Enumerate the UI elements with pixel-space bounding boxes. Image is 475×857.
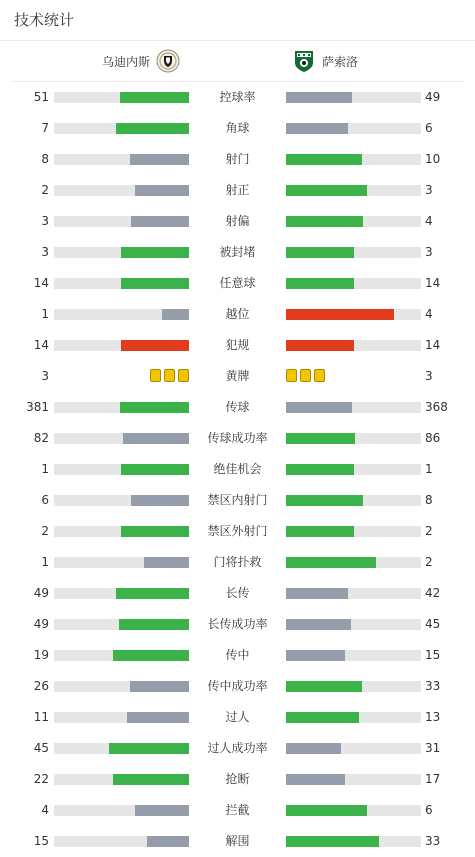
home-stat-value: 1 (41, 462, 49, 476)
away-stat-bar (286, 743, 341, 754)
home-stat-bar-track (54, 340, 189, 351)
home-stat-value: 49 (33, 617, 49, 631)
home-stat-value: 3 (41, 369, 49, 383)
sassuolo-crest-icon (292, 49, 316, 73)
home-stat-value: 51 (33, 90, 49, 104)
home-stat-bar-track (54, 154, 189, 165)
away-stat-bar-track (286, 681, 421, 692)
away-stat-bar (286, 309, 394, 320)
stat-row (0, 237, 475, 268)
stat-row (0, 795, 475, 826)
stat-row (0, 826, 475, 857)
stat-row (0, 547, 475, 578)
home-stat-bar (120, 402, 189, 413)
stat-label: 犯规 (225, 338, 250, 352)
home-stat-value: 11 (33, 710, 49, 724)
home-stat-bar-track (54, 588, 189, 599)
home-stat-bar-track (54, 526, 189, 537)
away-stat-value: 45 (425, 617, 441, 631)
away-stat-bar-track (286, 619, 421, 630)
away-stat-value: 14 (425, 338, 441, 352)
home-stat-bar (113, 650, 189, 661)
home-stat-value: 14 (33, 276, 49, 290)
away-stat-value: 13 (425, 710, 441, 724)
home-stat-value: 3 (41, 245, 49, 259)
stat-label: 射门 (225, 152, 250, 166)
home-stat-bar (121, 464, 189, 475)
page-title (0, 0, 475, 41)
away-stat-value: 4 (425, 214, 433, 228)
home-stat-bar (127, 712, 189, 723)
home-stat-bar (113, 774, 189, 785)
home-stat-value: 4 (41, 803, 49, 817)
home-stat-bar (147, 836, 189, 847)
away-stat-bar (286, 464, 354, 475)
away-stat-value: 3 (425, 245, 433, 259)
stat-label: 过人成功率 (207, 741, 268, 755)
away-stat-bar-track (286, 495, 421, 506)
home-stat-bar-track (54, 743, 189, 754)
yellow-card-icon (314, 369, 325, 382)
stat-label: 任意球 (219, 276, 256, 290)
stat-row (0, 144, 475, 175)
away-stat-value: 31 (425, 741, 441, 755)
home-stat-value: 2 (41, 524, 49, 538)
stat-row (0, 485, 475, 516)
away-stat-bar-track (286, 92, 421, 103)
yellow-card-icon (178, 369, 189, 382)
home-stat-bar-track (54, 185, 189, 196)
stat-label: 抢断 (225, 772, 250, 786)
stat-label: 过人 (225, 710, 250, 724)
yellow-card-icon (150, 369, 161, 382)
home-stat-bar-track (54, 650, 189, 661)
away-stat-bar-track (286, 154, 421, 165)
home-stat-bar-track (54, 836, 189, 847)
stat-label: 射偏 (225, 214, 250, 228)
stat-row (0, 392, 475, 423)
away-stat-bar-track (286, 402, 421, 413)
yellow-card-icon (164, 369, 175, 382)
home-stat-bar (130, 681, 189, 692)
home-stat-bar-track (54, 712, 189, 723)
away-stat-bar-track (286, 588, 421, 599)
home-stat-bar (116, 123, 189, 134)
away-stat-bar-track (286, 247, 421, 258)
stat-label: 射正 (225, 183, 250, 197)
away-stat-value: 3 (425, 369, 433, 383)
away-stat-value: 14 (425, 276, 441, 290)
away-stat-bar (286, 836, 379, 847)
away-stat-bar (286, 433, 355, 444)
away-stat-bar-track (286, 805, 421, 816)
away-stat-bar (286, 92, 352, 103)
stat-label: 禁区外射门 (207, 524, 268, 538)
stat-row (0, 330, 475, 361)
away-stat-bar (286, 774, 345, 785)
home-stat-bar (131, 495, 189, 506)
home-stat-value: 1 (41, 555, 49, 569)
home-stat-bar (135, 805, 189, 816)
away-stat-bar (286, 588, 348, 599)
home-stat-bar (121, 278, 189, 289)
home-stat-value: 82 (33, 431, 49, 445)
stat-row (0, 764, 475, 795)
home-stat-bar-track (54, 433, 189, 444)
home-stat-bar-track (54, 805, 189, 816)
home-stat-value: 15 (33, 834, 49, 848)
home-stat-bar-track (54, 681, 189, 692)
away-stat-bar (286, 154, 362, 165)
stat-label: 拦截 (225, 803, 250, 817)
away-stat-bar-track (286, 774, 421, 785)
home-stat-bar (119, 619, 189, 630)
stat-row (0, 702, 475, 733)
home-stat-bar (109, 743, 189, 754)
away-stat-bar-track (286, 464, 421, 475)
home-stat-bar (120, 92, 189, 103)
away-stat-bar (286, 712, 359, 723)
away-stat-value: 49 (425, 90, 441, 104)
home-stat-bar-track (54, 619, 189, 630)
away-stat-value: 86 (425, 431, 441, 445)
stat-label: 控球率 (219, 90, 256, 104)
away-stat-value: 33 (425, 679, 441, 693)
away-stat-bar (286, 495, 363, 506)
home-team[interactable] (102, 49, 180, 73)
home-stat-value: 26 (33, 679, 49, 693)
stat-label: 传球 (225, 400, 250, 414)
home-stat-bar-track (54, 774, 189, 785)
home-stat-value: 45 (33, 741, 49, 755)
home-stat-value: 3 (41, 214, 49, 228)
away-stat-value: 3 (425, 183, 433, 197)
home-stat-value: 1 (41, 307, 49, 321)
away-stat-bar (286, 216, 363, 227)
away-stat-bar-track (286, 836, 421, 847)
stat-row (0, 671, 475, 702)
away-stat-bar-track (286, 743, 421, 754)
home-stat-bar (121, 340, 189, 351)
stat-label: 绝佳机会 (213, 462, 262, 476)
udinese-crest-icon (156, 49, 180, 73)
stat-row (0, 578, 475, 609)
home-stat-bar (144, 557, 189, 568)
stat-row (0, 640, 475, 671)
home-stat-bar-track (54, 557, 189, 568)
away-stat-bar (286, 340, 354, 351)
stat-label: 传中 (225, 648, 250, 662)
home-stat-bar (135, 185, 189, 196)
away-stat-value: 1 (425, 462, 433, 476)
away-stat-bar-track (286, 340, 421, 351)
team-header (10, 41, 465, 82)
home-stat-bar (116, 588, 189, 599)
away-stat-value: 368 (425, 400, 448, 414)
stat-label: 长传 (225, 586, 250, 600)
page-title-text: 技术统计 (14, 11, 75, 29)
stats-table (0, 82, 475, 857)
home-stat-bar (121, 247, 189, 258)
home-stat-bar (130, 154, 189, 165)
stat-label: 黄牌 (225, 369, 250, 383)
away-stat-bar-track (286, 712, 421, 723)
stat-row (0, 361, 475, 392)
stat-label: 被封堵 (219, 245, 256, 259)
away-stat-value: 8 (425, 493, 433, 507)
away-team-name: 萨索洛 (322, 54, 359, 69)
home-stat-bar (121, 526, 189, 537)
home-stat-value: 19 (33, 648, 49, 662)
home-stat-value: 22 (33, 772, 49, 786)
yellow-card-icon (286, 369, 297, 382)
away-stat-value: 17 (425, 772, 441, 786)
away-stat-bar (286, 805, 367, 816)
away-stat-bar (286, 650, 345, 661)
away-stat-bar (286, 185, 367, 196)
home-stat-bar (123, 433, 189, 444)
stat-row (0, 206, 475, 237)
home-stat-value: 49 (33, 586, 49, 600)
stat-label: 角球 (225, 121, 250, 135)
stat-label: 传中成功率 (207, 679, 268, 693)
away-stat-value: 42 (425, 586, 441, 600)
away-stat-bar (286, 402, 352, 413)
away-stat-value: 4 (425, 307, 433, 321)
away-stat-value: 33 (425, 834, 441, 848)
home-stat-bar-track (54, 495, 189, 506)
away-stat-bar (286, 526, 354, 537)
home-stat-bar (162, 309, 189, 320)
stat-row (0, 733, 475, 764)
yellow-card-icon (300, 369, 311, 382)
away-stat-bar-track (286, 433, 421, 444)
stat-row (0, 454, 475, 485)
stat-row (0, 299, 475, 330)
home-stat-bar-track (54, 92, 189, 103)
stat-label: 门将扑救 (213, 555, 262, 569)
away-stat-bar-track (286, 309, 421, 320)
home-stat-bar-track (54, 247, 189, 258)
stat-label: 解围 (225, 834, 250, 848)
away-stat-bar (286, 557, 376, 568)
away-stat-bar (286, 123, 348, 134)
stat-label: 长传成功率 (207, 617, 268, 631)
home-stat-bar-track (54, 123, 189, 134)
home-stat-bar-track (54, 216, 189, 227)
away-stat-bar-track (286, 526, 421, 537)
away-stat-bar (286, 681, 362, 692)
home-yellow-cards (150, 369, 189, 382)
away-stat-bar (286, 619, 351, 630)
home-stat-bar-track (54, 402, 189, 413)
home-stat-value: 381 (26, 400, 49, 414)
home-team-name: 乌迪内斯 (101, 54, 150, 69)
away-stat-bar-track (286, 650, 421, 661)
stat-row (0, 82, 475, 113)
away-stat-value: 6 (425, 121, 433, 135)
stat-row (0, 268, 475, 299)
stat-label: 禁区内射门 (207, 493, 268, 507)
away-stat-value: 2 (425, 524, 433, 538)
stat-label: 传球成功率 (207, 431, 268, 445)
away-stat-value: 2 (425, 555, 433, 569)
home-stat-bar-track (54, 309, 189, 320)
stat-row (0, 113, 475, 144)
away-stat-value: 15 (425, 648, 441, 662)
away-stat-bar-track (286, 278, 421, 289)
stat-row (0, 423, 475, 454)
away-stat-bar (286, 278, 354, 289)
stat-row (0, 516, 475, 547)
away-stat-value: 6 (425, 803, 433, 817)
away-stat-bar-track (286, 216, 421, 227)
home-stat-value: 14 (33, 338, 49, 352)
away-stat-value: 10 (425, 152, 441, 166)
away-team[interactable] (292, 49, 358, 73)
home-stat-value: 8 (41, 152, 49, 166)
home-stat-value: 6 (41, 493, 49, 507)
home-stat-bar (131, 216, 189, 227)
away-stat-bar-track (286, 185, 421, 196)
home-stat-value: 2 (41, 183, 49, 197)
away-stat-bar-track (286, 123, 421, 134)
away-stat-bar-track (286, 557, 421, 568)
home-stat-bar-track (54, 278, 189, 289)
stat-row (0, 175, 475, 206)
away-yellow-cards (286, 369, 325, 382)
stat-label: 越位 (225, 307, 250, 321)
away-stat-bar (286, 247, 354, 258)
home-stat-value: 7 (41, 121, 49, 135)
stat-row (0, 609, 475, 640)
home-stat-bar-track (54, 464, 189, 475)
